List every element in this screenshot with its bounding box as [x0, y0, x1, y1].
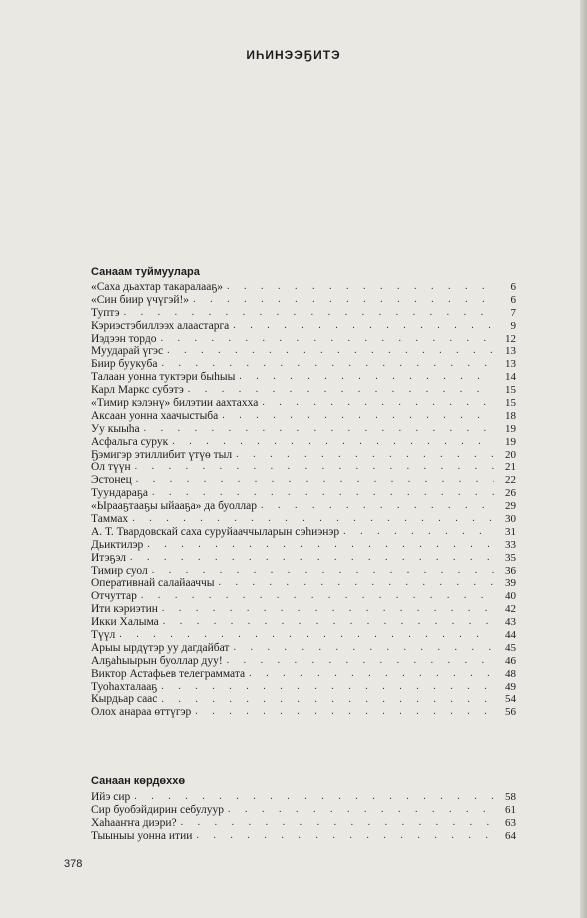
toc-entry-page: 30 — [505, 513, 516, 526]
toc-entry-title: Отчуттар — [91, 590, 137, 603]
dot-leader — [161, 358, 494, 371]
toc-entry-page: 12 — [505, 332, 516, 345]
toc-entry-title: Карл Маркс субэтэ — [91, 384, 184, 397]
dot-leader — [228, 804, 494, 817]
dot-leader — [144, 423, 494, 436]
dot-leader — [162, 603, 494, 616]
dot-leader — [262, 397, 494, 410]
toc-entry — [91, 500, 516, 513]
toc-entry — [91, 817, 516, 830]
dot-leader — [119, 629, 494, 642]
toc-entry — [91, 345, 516, 358]
toc-entry-title: Эстонец — [91, 474, 132, 487]
dot-leader — [249, 668, 494, 681]
section-heading-2: Санаан көрдөххө — [91, 775, 186, 787]
dot-leader — [219, 577, 494, 590]
toc-entry-page: 9 — [510, 319, 516, 332]
toc-entry — [91, 539, 516, 552]
toc-entry-page: 61 — [505, 803, 516, 816]
page-spine-edge — [580, 0, 587, 918]
toc-entry-page: 42 — [505, 603, 516, 616]
toc-entry — [91, 616, 516, 629]
toc-entry-page: 26 — [505, 487, 516, 500]
toc-entry-title: Түүл — [91, 629, 116, 642]
toc-entry-title: Асфальга сурук — [91, 435, 169, 448]
toc-list-2 — [91, 791, 516, 843]
dot-leader — [227, 281, 494, 294]
toc-entry-title: Иэдээн тордо — [91, 332, 157, 345]
toc-entry-page: 6 — [510, 280, 516, 293]
toc-entry-title: «Ырааҕтааҕы ыйааҕа» да буоллар — [91, 500, 257, 513]
toc-entry-page: 36 — [505, 564, 516, 577]
toc-entry-title: Кэриэстэбиллээх алаастарга — [91, 319, 230, 332]
page-number: 378 — [64, 858, 83, 870]
section-heading-1: Санаам туймуулара — [91, 266, 200, 278]
toc-entry-page: 29 — [505, 500, 516, 513]
toc-entry-page: 46 — [505, 654, 516, 667]
toc-entry-page: 18 — [505, 409, 516, 422]
toc-entry — [91, 629, 516, 642]
toc-entry — [91, 384, 516, 397]
toc-entry-title: Туптэ — [91, 306, 120, 319]
toc-entry-title: Сир буобэйдирин себулуур — [91, 803, 224, 816]
dot-leader — [227, 655, 494, 668]
dot-leader — [152, 565, 494, 578]
dot-leader — [136, 474, 494, 487]
toc-entry-page: 20 — [505, 448, 516, 461]
toc-entry-title: Ҕэмигэр этиллибит үтүө тыл — [91, 448, 233, 461]
toc-entry — [91, 513, 516, 526]
toc-entry — [91, 642, 516, 655]
toc-entry — [91, 791, 516, 804]
toc-entry — [91, 552, 516, 565]
dot-leader — [236, 449, 494, 462]
toc-entry-title: Итэҕэл — [91, 551, 126, 564]
dot-leader — [196, 830, 494, 843]
dot-leader — [188, 384, 494, 397]
toc-entry-title: Икки Халыма — [91, 616, 159, 629]
dot-leader — [233, 320, 494, 333]
toc-entry — [91, 590, 516, 603]
toc-entry-page: 19 — [505, 422, 516, 435]
toc-entry — [91, 397, 516, 410]
toc-entry-page: 40 — [505, 590, 516, 603]
toc-entry-page: 39 — [505, 577, 516, 590]
dot-leader — [195, 706, 494, 719]
toc-entry-title: Арыы ырдүтэр уу дагдайбат — [91, 641, 230, 654]
toc-entry-title: «Син биир үчүгэй!» — [91, 293, 190, 306]
toc-entry-page: 56 — [505, 706, 516, 719]
toc-entry-title: Туоһахталааҕ — [91, 680, 158, 693]
toc-entry-title: Виктор Астафьев телеграммата — [91, 667, 246, 680]
dot-leader — [172, 436, 494, 449]
toc-entry-title: Таммах — [91, 513, 129, 526]
toc-entry — [91, 694, 516, 707]
dot-leader — [167, 345, 494, 358]
toc-entry-title: «Тимир кэлэнү» билэтии аахтахха — [91, 397, 259, 409]
toc-entry-title: Алҕаһыырын буоллар дуу! — [91, 654, 223, 667]
toc-entry-page: 45 — [505, 641, 516, 654]
dot-leader — [163, 616, 494, 629]
toc-entry-title: Ити кэриэтин — [91, 603, 158, 616]
toc-entry — [91, 487, 516, 500]
toc-entry — [91, 436, 516, 449]
toc-entry — [91, 830, 516, 843]
toc-entry-page: 21 — [505, 461, 516, 474]
toc-entry-title: Ол түүн — [91, 461, 131, 474]
dot-leader — [161, 694, 494, 707]
dot-leader — [261, 500, 494, 513]
toc-entry-title: А. Т. Твардовскай саха суруйааччыларын сэһиэнэр — [91, 525, 340, 538]
toc-entry-title: Оперативнай салайааччы — [91, 577, 215, 590]
toc-entry-title: Кырдьар саас — [91, 693, 158, 706]
toc-entry-page: 33 — [505, 538, 516, 551]
toc-entry — [91, 474, 516, 487]
toc-entry-title: Ийэ сир — [91, 790, 131, 803]
toc-entry-title: Биир буукуба — [91, 358, 158, 371]
dot-leader — [239, 371, 494, 384]
toc-list-1 — [91, 281, 516, 719]
dot-leader — [152, 487, 494, 500]
toc-entry-title: Муударай үгэс — [91, 345, 164, 358]
toc-entry-page: 7 — [510, 306, 516, 319]
toc-entry — [91, 320, 516, 333]
toc-entry-page: 31 — [505, 525, 516, 538]
dot-leader — [147, 539, 494, 552]
dot-leader — [130, 552, 494, 565]
page-title: ИҺИНЭЭҔИТЭ — [246, 48, 341, 62]
toc-entry-title: Талаан уонна туктэри быһыы — [91, 371, 236, 384]
toc-entry-title: Олох анараа өттүгэр — [91, 706, 192, 719]
toc-entry-page: 13 — [505, 358, 516, 371]
toc-entry — [91, 706, 516, 719]
dot-leader — [141, 590, 494, 603]
toc-entry — [91, 358, 516, 371]
toc-entry — [91, 577, 516, 590]
dot-leader — [135, 461, 494, 474]
toc-entry-page: 54 — [505, 693, 516, 706]
toc-entry-page: 49 — [505, 680, 516, 693]
toc-entry-page: 43 — [505, 616, 516, 629]
dot-leader — [193, 294, 494, 307]
toc-entry — [91, 333, 516, 346]
toc-entry-title: Уу кыыһа — [91, 422, 140, 435]
toc-entry-page: 15 — [505, 397, 516, 409]
toc-entry-title: Тыыныы уонна итии — [91, 829, 193, 842]
toc-entry — [91, 603, 516, 616]
dot-leader — [222, 410, 494, 423]
toc-entry-page: 13 — [505, 345, 516, 358]
toc-entry — [91, 655, 516, 668]
toc-entry-page: 19 — [505, 435, 516, 448]
toc-entry-page: 14 — [505, 371, 516, 384]
dot-leader — [161, 681, 494, 694]
toc-entry-page: 48 — [505, 667, 516, 680]
toc-entry — [91, 681, 516, 694]
toc-entry-page: 63 — [505, 816, 516, 829]
toc-entry — [91, 461, 516, 474]
toc-entry-page: 22 — [505, 474, 516, 487]
toc-entry-title: Тимир суол — [91, 564, 148, 577]
dot-leader — [343, 526, 494, 539]
toc-entry — [91, 423, 516, 436]
toc-entry — [91, 410, 516, 423]
toc-entry-title: Хаһааҥҥа диэри? — [91, 816, 177, 829]
toc-entry-page: 15 — [505, 384, 516, 397]
toc-entry — [91, 526, 516, 539]
toc-entry-page: 6 — [510, 293, 516, 306]
toc-entry — [91, 307, 516, 320]
dot-leader — [161, 333, 494, 346]
toc-entry-page: 35 — [505, 551, 516, 564]
dot-leader — [132, 513, 494, 526]
dot-leader — [233, 642, 494, 655]
toc-entry-title: «Саха дьахтар такаралааҕ» — [91, 280, 224, 293]
toc-entry-title: Дьиктилэр — [91, 538, 144, 551]
toc-entry — [91, 371, 516, 384]
toc-entry — [91, 565, 516, 578]
toc-entry-title: Аксаан уонна хаачыстыба — [91, 409, 219, 422]
dot-leader — [124, 307, 494, 320]
dot-leader — [134, 791, 494, 804]
toc-entry — [91, 294, 516, 307]
toc-entry — [91, 449, 516, 462]
toc-entry-page: 58 — [505, 790, 516, 803]
toc-entry — [91, 281, 516, 294]
toc-entry-page: 64 — [505, 829, 516, 842]
toc-entry — [91, 804, 516, 817]
toc-entry-title: Туундараҕа — [91, 487, 148, 500]
dot-leader — [181, 817, 494, 830]
toc-entry-page: 44 — [505, 629, 516, 642]
toc-entry — [91, 668, 516, 681]
